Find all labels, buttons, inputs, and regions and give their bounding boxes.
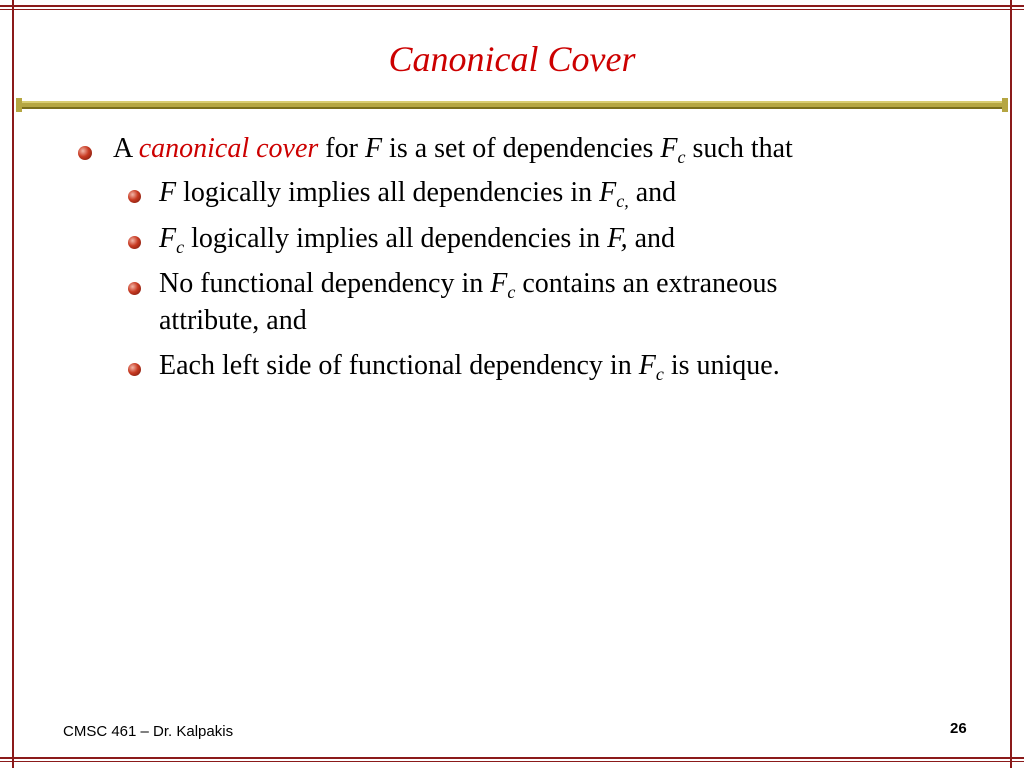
frame-bottom-line (0, 757, 1024, 759)
frame-left-line (12, 0, 14, 768)
frame-top-line-inner (0, 9, 1024, 10)
bullet-3-text: $F_c$ logically implies all dependencies in F, and (159, 223, 676, 257)
frame-right-line (1010, 0, 1012, 768)
bullet-1-text: A canonical cover for F is a set of dependencies $F_c$ such that (113, 133, 793, 167)
footer-course-label: CMSC 461 – Dr. Kalpakis (63, 723, 234, 740)
bullet-4-text: No functional dependency in $F_c$ contains an extraneous (159, 268, 778, 302)
page-number: 26 (950, 720, 967, 737)
title-divider (18, 101, 1006, 109)
sub-bullet-icon (128, 363, 141, 376)
sub-bullet-icon (128, 236, 141, 249)
slide-title: Canonical Cover (388, 39, 636, 79)
sub-bullet-icon (128, 282, 141, 295)
sub-bullet-icon (128, 190, 141, 203)
frame-bottom-line-inner (0, 761, 1024, 762)
bullet-icon (78, 146, 92, 160)
term-canonical-cover: canonical cover (138, 133, 319, 164)
bullet-5-text: Each left side of functional dependency in $F_c$ is unique. (159, 350, 780, 384)
bullet-2-text: F logically implies all dependencies in $F_{c,}$ and (159, 177, 677, 211)
bullet-4-text-line2: attribute, and (159, 305, 307, 336)
frame-top-line (0, 5, 1024, 7)
